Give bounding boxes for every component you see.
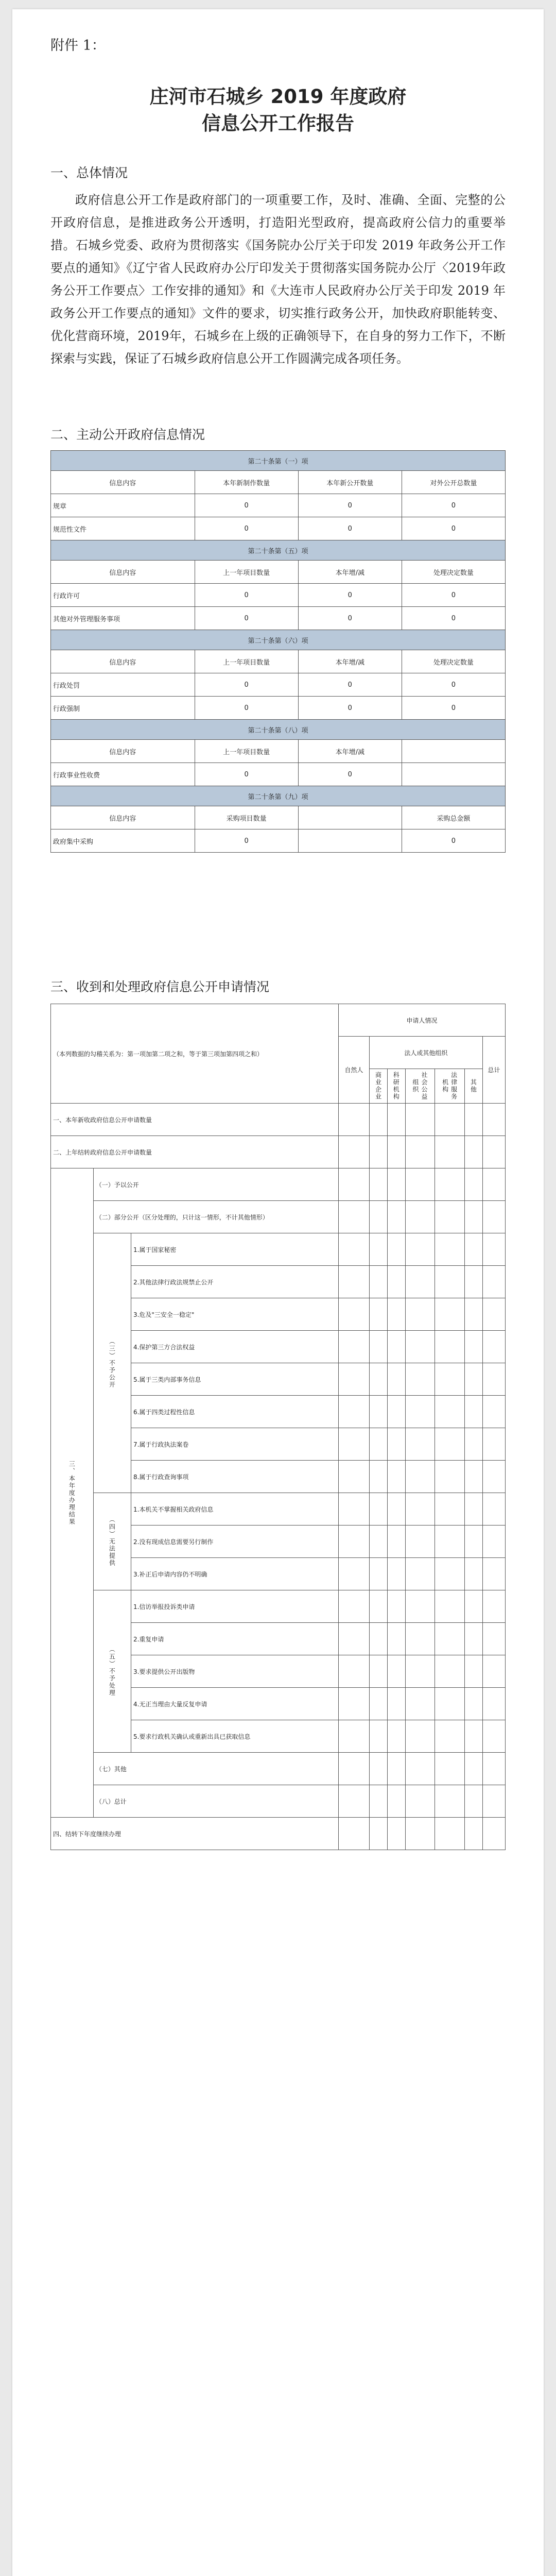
table-cell (464, 1331, 482, 1363)
column-header: 信息内容 (51, 471, 195, 494)
column-header: 本年增/减 (298, 740, 402, 763)
table-cell (464, 1233, 482, 1266)
table-row (51, 806, 506, 829)
table-cell (482, 1461, 505, 1493)
table-cell (464, 1818, 482, 1850)
table-cell (338, 1753, 369, 1785)
table-cell (338, 1785, 369, 1818)
table-cell (482, 1136, 505, 1168)
table-row (51, 1818, 506, 1850)
table-cell (464, 1688, 482, 1720)
table-row (51, 494, 506, 517)
table-cell (338, 1818, 369, 1850)
section-heading-proactive: 二、主动公开政府信息情况 (50, 427, 205, 442)
table-cell (435, 1331, 465, 1363)
table-cell (338, 1201, 369, 1233)
column-header: 处理决定数量 (402, 650, 505, 673)
row-label: 2.其他法律行政法规禁止公开 (131, 1266, 338, 1298)
table-cell (387, 1363, 405, 1396)
table-cell (482, 1233, 505, 1266)
table-cell: 0 (298, 517, 402, 540)
row-label: （七）其他 (93, 1753, 338, 1785)
table-row (51, 697, 506, 720)
table-cell (405, 1818, 435, 1850)
table-cell (435, 1428, 465, 1461)
table-cell (338, 1136, 369, 1168)
table-cell (370, 1428, 388, 1461)
table-cell (387, 1493, 405, 1526)
table-cell (482, 1298, 505, 1331)
table-cell (387, 1590, 405, 1623)
table-cell (387, 1623, 405, 1655)
table-cell (482, 1688, 505, 1720)
table-cell (464, 1201, 482, 1233)
row-label: （一）予以公开 (93, 1168, 338, 1201)
table-cell (370, 1233, 388, 1266)
legal-type-header: 其他 (464, 1069, 482, 1104)
block-header: 第二十条第（一）项 (51, 451, 506, 471)
row-label: 5.属于三类内部事务信息 (131, 1363, 338, 1396)
table-cell (405, 1396, 435, 1428)
column-header: 采购总金额 (402, 806, 505, 829)
table-cell (482, 1168, 505, 1201)
table-row (51, 1201, 506, 1233)
table-cell (387, 1688, 405, 1720)
table-cell: 0 (298, 697, 402, 720)
table-cell (338, 1526, 369, 1558)
table-cell (387, 1168, 405, 1201)
report-title-line1: 庄河市石城乡 2019 年度政府 (149, 86, 407, 108)
table-cell (435, 1363, 465, 1396)
table-cell: 0 (298, 494, 402, 517)
column-header: 信息内容 (51, 561, 195, 584)
row-subgroup-label: （五）不予处理 (93, 1590, 131, 1753)
column-header: 信息内容 (51, 806, 195, 829)
report-title-line2: 信息公开工作报告 (202, 112, 354, 134)
table-cell (405, 1168, 435, 1201)
table-row (51, 1590, 506, 1623)
table-cell (405, 1688, 435, 1720)
row-label: 7.属于行政执法案卷 (131, 1428, 338, 1461)
table-cell (405, 1298, 435, 1331)
table-cell (482, 1396, 505, 1428)
applicant-header: 申请人情况 (338, 1004, 505, 1037)
table-row (51, 1753, 506, 1785)
row-label: 8.属于行政查询事项 (131, 1461, 338, 1493)
column-header: 上一年项目数量 (195, 650, 298, 673)
legal-type-header: 商业企业 (370, 1069, 388, 1104)
table-cell (298, 829, 402, 853)
table-cell (387, 1428, 405, 1461)
table-row (51, 1168, 506, 1201)
column-header: 信息内容 (51, 650, 195, 673)
table-cell (482, 1526, 505, 1558)
table-cell (405, 1493, 435, 1526)
table-cell (370, 1753, 388, 1785)
table-cell (370, 1168, 388, 1201)
table-cell (482, 1623, 505, 1655)
row-subgroup-label: （三）不予公开 (93, 1233, 131, 1493)
table-cell: 规章 (51, 494, 195, 517)
row-label: （二）部分公开（区分处理的，只计这一情形，不计其他情形） (93, 1201, 338, 1233)
table-row (51, 540, 506, 561)
row-label: 二、上年结转政府信息公开申请数量 (51, 1136, 339, 1168)
table-cell (482, 1266, 505, 1298)
table-row (51, 451, 506, 471)
table-cell (387, 1753, 405, 1785)
table-cell (338, 1461, 369, 1493)
table-row (51, 561, 506, 584)
table-cell (387, 1720, 405, 1753)
row-label: （八）总计 (93, 1785, 338, 1818)
table-cell (464, 1266, 482, 1298)
applications-table (50, 1004, 506, 1850)
table-cell (435, 1623, 465, 1655)
table-cell: 0 (402, 584, 505, 607)
table-cell (435, 1233, 465, 1266)
table-cell (482, 1785, 505, 1818)
table-cell (387, 1104, 405, 1136)
table-cell (464, 1720, 482, 1753)
row-label: 1.属于国家秘密 (131, 1233, 338, 1266)
overview-paragraph: 政府信息公开工作是政府部门的一项重要工作，及时、准确、全面、完整的公开政府信息，是推进政务公开透明，打造阳光型政府，提高政府公信力的重要举措。石城乡党委、政府为贯彻落实《国务院办公厅关于印发 2019 年政务公开工作要点的通知》《辽宁省人民政府办公厅印发关于贯彻落实国务院办公厅〈2019年政务公开工作要点〉工作安排的通知》和《大连市人民政府办公厅关于印发 2019 年政务公开工作要点的通知》文件的要求，切实推行政务公开，加快政府职能转变、优化营商环境，2019年，石城乡在上级的正确领导下，在自身的努力工作下，不断探索与实践，保证了石城乡政府信息公开工作圆满完成各项任务。 (50, 193, 506, 366)
table-cell (482, 1428, 505, 1461)
table-cell (370, 1493, 388, 1526)
table-cell (387, 1818, 405, 1850)
table-cell (338, 1168, 369, 1201)
table-cell (405, 1104, 435, 1136)
table-row (51, 740, 506, 763)
table-cell (338, 1720, 369, 1753)
table-cell (405, 1558, 435, 1590)
table-cell (482, 1363, 505, 1396)
row-subgroup-label: （四）无法提供 (93, 1493, 131, 1590)
section-heading-overview: 一、总体情况 (50, 165, 128, 180)
table-row (51, 1493, 506, 1526)
row-label: 1.信访举报投诉类申请 (131, 1590, 338, 1623)
table-cell: 政府集中采购 (51, 829, 195, 853)
table-cell (482, 1331, 505, 1363)
table-cell (435, 1461, 465, 1493)
table-cell (464, 1558, 482, 1590)
table-cell (405, 1461, 435, 1493)
column-header: 处理决定数量 (402, 561, 505, 584)
table-cell (405, 1428, 435, 1461)
table-cell (370, 1201, 388, 1233)
table-cell: 0 (195, 763, 298, 786)
table-cell (435, 1168, 465, 1201)
table-cell: 0 (402, 517, 505, 540)
legal-person-header: 法人或其他组织 (370, 1037, 483, 1069)
table-cell: 0 (298, 607, 402, 630)
table-cell (338, 1266, 369, 1298)
table-cell (387, 1331, 405, 1363)
table-row (51, 650, 506, 673)
table-row (51, 786, 506, 806)
table-cell (370, 1655, 388, 1688)
table-cell (387, 1233, 405, 1266)
table-cell (464, 1493, 482, 1526)
table-cell (464, 1753, 482, 1785)
table-row (51, 1104, 506, 1136)
table-cell (435, 1720, 465, 1753)
table-cell (387, 1526, 405, 1558)
table-cell (464, 1785, 482, 1818)
row-label: 一、本年新收政府信息公开申请数量 (51, 1104, 339, 1136)
table-cell (435, 1266, 465, 1298)
table-cell: 0 (402, 607, 505, 630)
column-header (402, 740, 505, 763)
table-cell (338, 1688, 369, 1720)
table-cell (482, 1493, 505, 1526)
column-header: 信息内容 (51, 740, 195, 763)
table-cell: 0 (195, 697, 298, 720)
row-label: 3.要求提供公开出版物 (131, 1655, 338, 1688)
column-header (298, 806, 402, 829)
table-cell (405, 1233, 435, 1266)
table-cell (435, 1753, 465, 1785)
table-cell (435, 1526, 465, 1558)
row-label: 1.本机关不掌握相关政府信息 (131, 1493, 338, 1526)
table-row (51, 720, 506, 740)
table-cell (387, 1201, 405, 1233)
table-cell (435, 1655, 465, 1688)
table-cell (370, 1266, 388, 1298)
table-cell (435, 1136, 465, 1168)
table-cell (482, 1655, 505, 1688)
table-cell (464, 1461, 482, 1493)
table-cell (405, 1331, 435, 1363)
table-cell (370, 1104, 388, 1136)
table-row (51, 1785, 506, 1818)
table-cell (387, 1461, 405, 1493)
natural-person-header: 自然人 (338, 1037, 369, 1104)
row-label: 2.重复申请 (131, 1623, 338, 1655)
legal-type-header: 科研机构 (387, 1069, 405, 1104)
table-cell (370, 1558, 388, 1590)
table-cell (405, 1655, 435, 1688)
table-cell (482, 1590, 505, 1623)
table-cell: 0 (402, 494, 505, 517)
table-cell (464, 1168, 482, 1201)
document-page (12, 9, 544, 2576)
table-cell (387, 1396, 405, 1428)
table-cell: 0 (195, 673, 298, 697)
table-cell (482, 1558, 505, 1590)
table-cell (387, 1136, 405, 1168)
block-header: 第二十条第（五）项 (51, 540, 506, 561)
block-header: 第二十条第（九）项 (51, 786, 506, 806)
table-cell (435, 1785, 465, 1818)
column-header: 上一年项目数量 (195, 561, 298, 584)
table-cell (464, 1104, 482, 1136)
table-cell: 0 (195, 607, 298, 630)
table-cell: 行政事业性收费 (51, 763, 195, 786)
table-cell (370, 1526, 388, 1558)
row-label: 3.补正后申请内容仍不明确 (131, 1558, 338, 1590)
table-cell (405, 1201, 435, 1233)
table-cell (405, 1136, 435, 1168)
row-label: 5.要求行政机关确认或重新出具已获取信息 (131, 1720, 338, 1753)
table-cell: 0 (298, 763, 402, 786)
column-header: 采购项目数量 (195, 806, 298, 829)
column-header: 本年增/减 (298, 650, 402, 673)
table-cell (464, 1136, 482, 1168)
table-cell (370, 1590, 388, 1623)
table-cell (338, 1396, 369, 1428)
block-header: 第二十条第（八）项 (51, 720, 506, 740)
table-cell: 0 (402, 673, 505, 697)
table-cell (387, 1266, 405, 1298)
table-cell: 行政许可 (51, 584, 195, 607)
table-row (51, 607, 506, 630)
table-cell: 0 (402, 829, 505, 853)
table-cell (370, 1461, 388, 1493)
legal-type-header: 社会公益组织 (405, 1069, 435, 1104)
table-cell (405, 1526, 435, 1558)
table-cell (435, 1590, 465, 1623)
table-cell (435, 1493, 465, 1526)
table-cell: 0 (298, 584, 402, 607)
table-cell (387, 1298, 405, 1331)
table-cell (338, 1558, 369, 1590)
block-header: 第二十条第（六）项 (51, 630, 506, 650)
table-cell (464, 1655, 482, 1688)
table-cell (464, 1428, 482, 1461)
table-cell (370, 1720, 388, 1753)
table-cell (405, 1363, 435, 1396)
table-cell (435, 1298, 465, 1331)
total-header: 总计 (482, 1037, 505, 1104)
table-cell (435, 1396, 465, 1428)
table-cell (405, 1590, 435, 1623)
table-cell: 0 (195, 517, 298, 540)
table-cell (370, 1363, 388, 1396)
row-label: 4.保护第三方合法权益 (131, 1331, 338, 1363)
table-cell (387, 1558, 405, 1590)
table-cell (405, 1720, 435, 1753)
table-corner-note: （本列数据的勾稽关系为：第一项加第二项之和，等于第三项加第四项之和） (51, 1004, 339, 1104)
table-cell (338, 1428, 369, 1461)
proactive-disclosure-table (50, 450, 506, 853)
table-cell (482, 1818, 505, 1850)
table-cell (435, 1201, 465, 1233)
legal-type-header: 法律服务机构 (435, 1069, 465, 1104)
table-cell (482, 1201, 505, 1233)
table-cell (370, 1785, 388, 1818)
row-label: 3.危及"三安全一稳定" (131, 1298, 338, 1331)
table-cell: 0 (195, 829, 298, 853)
table-row (51, 1004, 506, 1037)
column-header: 本年增/减 (298, 561, 402, 584)
table-cell: 0 (298, 673, 402, 697)
row-group-label: 三、本年度办理结果 (51, 1168, 94, 1818)
table-cell (464, 1363, 482, 1396)
table-cell (338, 1104, 369, 1136)
table-cell (370, 1331, 388, 1363)
table-row (51, 829, 506, 853)
table-cell (405, 1266, 435, 1298)
table-cell (435, 1558, 465, 1590)
table-cell (370, 1818, 388, 1850)
table-cell (402, 763, 505, 786)
table-row (51, 1233, 506, 1266)
column-header: 上一年项目数量 (195, 740, 298, 763)
table-cell (338, 1233, 369, 1266)
table-cell (338, 1655, 369, 1688)
column-header: 对外公开总数量 (402, 471, 505, 494)
table-cell (387, 1655, 405, 1688)
table-row (51, 517, 506, 540)
column-header: 本年新公开数量 (298, 471, 402, 494)
table-cell (370, 1396, 388, 1428)
table-cell (387, 1785, 405, 1818)
table-cell: 规范性文件 (51, 517, 195, 540)
table-cell (370, 1623, 388, 1655)
table-cell (435, 1818, 465, 1850)
table-cell (464, 1298, 482, 1331)
row-label: 2.没有现成信息需要另行制作 (131, 1526, 338, 1558)
row-label: 4.无正当理由大量反复申请 (131, 1688, 338, 1720)
table-cell: 0 (402, 697, 505, 720)
table-cell (464, 1590, 482, 1623)
table-cell (482, 1104, 505, 1136)
table-cell (464, 1396, 482, 1428)
table-row (51, 584, 506, 607)
row-label: 四、结转下年度继续办理 (51, 1818, 339, 1850)
table-cell (338, 1331, 369, 1363)
table-cell (338, 1623, 369, 1655)
row-label: 6.属于四类过程性信息 (131, 1396, 338, 1428)
table-cell (405, 1623, 435, 1655)
table-row (51, 763, 506, 786)
table-cell (464, 1526, 482, 1558)
table-cell (482, 1753, 505, 1785)
table-cell (464, 1623, 482, 1655)
table-cell (405, 1753, 435, 1785)
section-heading-applications: 三、收到和处理政府信息公开申请情况 (50, 979, 270, 994)
table-cell (338, 1590, 369, 1623)
table-cell (338, 1493, 369, 1526)
table-cell: 0 (195, 494, 298, 517)
table-cell: 行政处罚 (51, 673, 195, 697)
table-cell (370, 1688, 388, 1720)
table-row (51, 630, 506, 650)
table-row (51, 1136, 506, 1168)
table-cell: 行政强制 (51, 697, 195, 720)
attachment-label: 附件 1： (50, 38, 106, 54)
column-header: 本年新制作数量 (195, 471, 298, 494)
table-cell (370, 1136, 388, 1168)
table-cell (338, 1363, 369, 1396)
table-cell (482, 1720, 505, 1753)
table-cell (370, 1298, 388, 1331)
table-cell (435, 1104, 465, 1136)
table-row (51, 673, 506, 697)
table-cell (405, 1785, 435, 1818)
table-cell: 其他对外管理服务事项 (51, 607, 195, 630)
table-cell (338, 1298, 369, 1331)
table-cell: 0 (195, 584, 298, 607)
table-cell (435, 1688, 465, 1720)
table-row (51, 471, 506, 494)
